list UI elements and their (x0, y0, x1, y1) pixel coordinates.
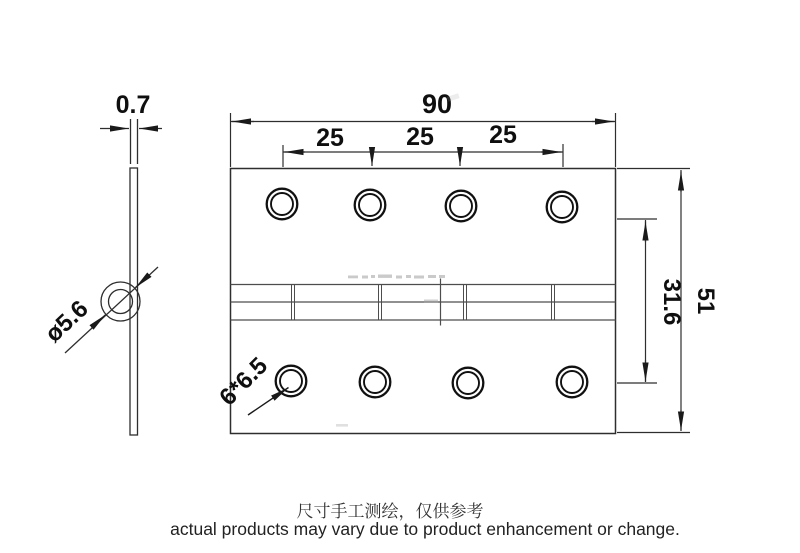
knuckle-band (231, 279, 616, 326)
footer-note-en: actual products may vary due to product enhancement or change. (170, 519, 680, 539)
hole-top-4 (547, 192, 578, 223)
inner-span-dimension (617, 219, 657, 383)
side-plate-bar (130, 168, 138, 435)
side-view (65, 119, 162, 435)
hole-bottom-4 (557, 367, 588, 398)
spacing-label-3: 25 (489, 121, 517, 149)
watermark-remnant (336, 93, 460, 426)
pin-diameter-label: ø5.6 (40, 295, 94, 348)
thickness-dimension (100, 119, 162, 164)
width-label: 90 (421, 89, 453, 119)
hole-bottom-3 (453, 368, 484, 399)
hole-top-2 (355, 190, 386, 221)
front-view (231, 169, 616, 434)
hole-spec-label: 6*6.5 (214, 352, 274, 412)
spacing-label-2: 25 (406, 123, 434, 151)
inner-span-label: 31.6 (658, 278, 685, 326)
hole-bottom-1 (276, 366, 307, 397)
screw-holes-top-row (267, 189, 578, 223)
hole-top-1 (267, 189, 298, 220)
hinge-plate-outline (231, 169, 616, 434)
thickness-label: 0.7 (115, 91, 151, 119)
footer-note-zh: 尺寸手工测绘，仅供参考 (296, 502, 484, 521)
spacing-label-1: 25 (316, 124, 344, 152)
hole-spec-callout (248, 388, 289, 416)
hole-top-3 (446, 191, 477, 222)
screw-holes-bottom-row (276, 366, 588, 399)
hole-bottom-2 (360, 367, 391, 398)
height-label: 51 (692, 287, 719, 315)
